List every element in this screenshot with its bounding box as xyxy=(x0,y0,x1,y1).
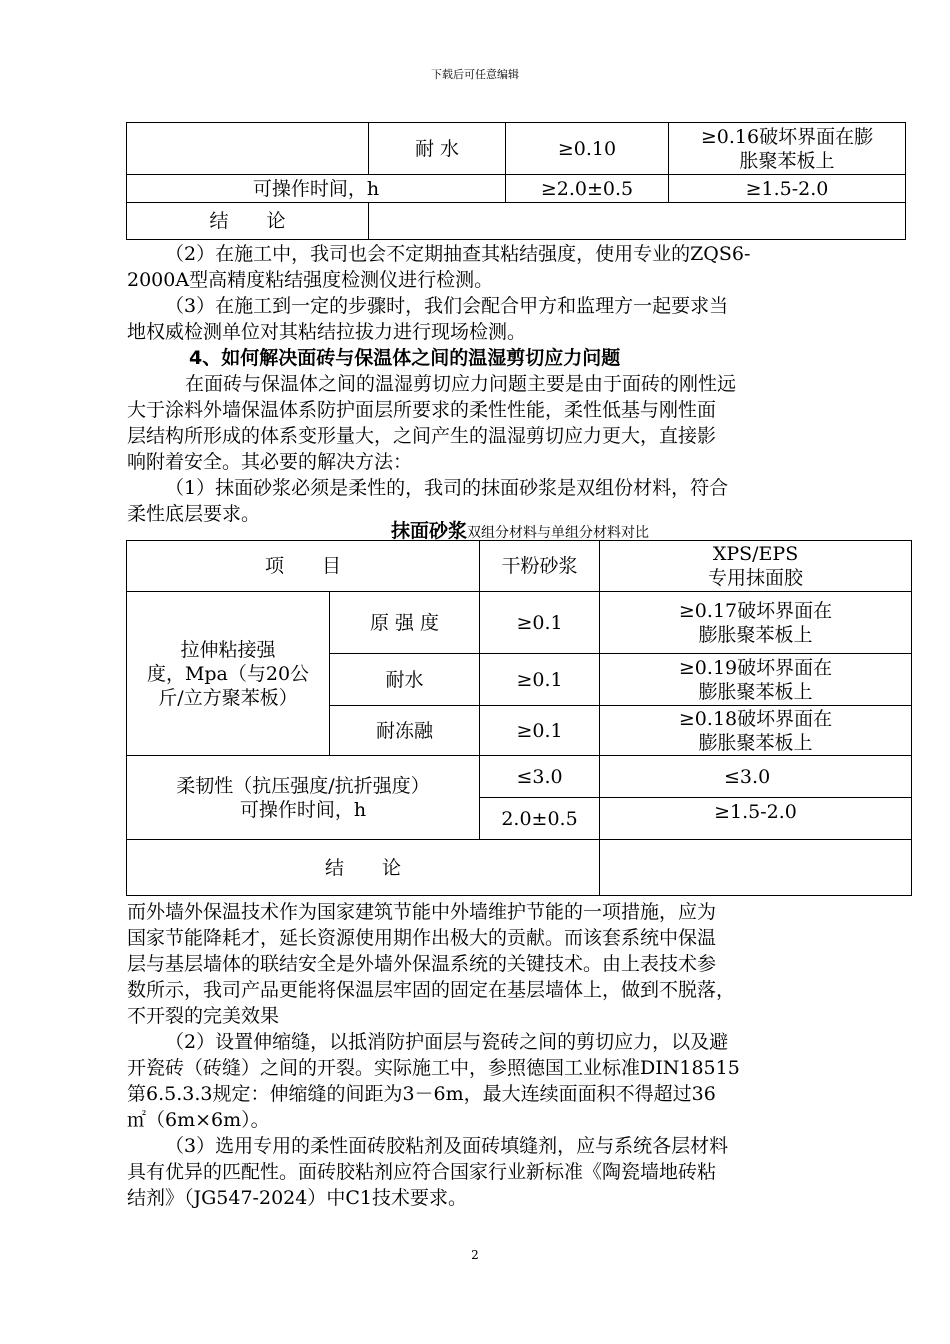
page-number: 2 xyxy=(471,1248,479,1262)
text-line: 在面砖与保温体之间的温湿剪切应力问题主要是由于面砖的刚性远 xyxy=(185,373,737,395)
table-cell: 耐 水 xyxy=(369,123,506,175)
paragraph-block-1 xyxy=(127,241,851,527)
table-row xyxy=(127,840,912,896)
table-cell: 可操作时间，h xyxy=(127,175,506,203)
table-header-row xyxy=(127,541,912,592)
table-cell: 2.0±0.5 xyxy=(480,798,600,840)
header-special-adhesive: XPS/EPS 专用抹面胶 xyxy=(600,541,912,592)
text-line: （3）选用专用的柔性面砖胶粘剂及面砖填缝剂，应与系统各层材料 xyxy=(165,1135,729,1157)
conclusion-label: 结 论 xyxy=(127,840,600,896)
text-line: （2）在施工中，我司也会不定期抽查其粘结强度，使用专业的ZQS6- xyxy=(165,243,751,265)
table-row xyxy=(127,175,906,203)
table-cell: ≥0.1 xyxy=(480,706,600,756)
table-cell: ≥0.17破坏界面在 膨胀聚苯板上 xyxy=(600,592,912,654)
flex-label: 柔韧性（抗压强度/抗折强度） 可操作时间，h xyxy=(127,756,480,840)
text-line: ㎡（6m×6m）。 xyxy=(127,1109,270,1131)
table-row xyxy=(127,592,912,654)
table-cell: ≥0.18破坏界面在 膨胀聚苯板上 xyxy=(600,706,912,756)
table-cell: ≥2.0±0.5 xyxy=(506,175,669,203)
table-cell: ≥0.19破坏界面在 膨胀聚苯板上 xyxy=(600,654,912,706)
text-line: （3）在施工到一定的步骤时，我们会配合甲方和监理方一起要求当 xyxy=(165,295,729,317)
text-line: 开瓷砖（砖缝）之间的开裂。实际施工中，参照德国工业标准DIN18515 xyxy=(127,1057,740,1079)
text-line: 响附着安全。其必要的解决方法： xyxy=(127,451,413,473)
table-cell: ≥1.5-2.0 xyxy=(600,798,912,840)
section-heading: 4、如何解决面砖与保温体之间的温湿剪切应力问题 xyxy=(189,347,621,369)
page-header-note: 下载后可任意编辑 xyxy=(431,68,519,81)
header-dry-mortar: 干粉砂浆 xyxy=(480,541,600,592)
table-caption: 抹面砂浆双组分材料与单组分材料对比 xyxy=(390,520,649,542)
text-line: 具有优异的匹配性。面砖胶粘剂应符合国家行业新标准《陶瓷墙地砖粘 xyxy=(127,1161,717,1183)
text-line: （2）设置伸缩缝，以抵消防护面层与瓷砖之间的剪切应力，以及避 xyxy=(165,1031,729,1053)
group-label: 拉伸粘接强 度，Mpa（与20公 斤/立方聚苯板） xyxy=(127,592,330,756)
text-line: 第6.5.3.3规定：伸缩缝的间距为3－6m，最大连续面面积不得超过36 xyxy=(127,1083,716,1105)
text-line: 柔性底层要求。 xyxy=(127,503,261,525)
table-cell xyxy=(127,123,369,175)
text-line: 2000A型高精度粘结强度检测仪进行检测。 xyxy=(127,269,494,291)
table-row xyxy=(127,123,906,175)
text-line: 大于涂料外墙保温体系防护面层所要求的柔性性能，柔性低基与刚性面 xyxy=(127,399,717,421)
table-cell: ≥0.1 xyxy=(480,592,600,654)
text-line: 结剂》（JG547-2024）中C1技术要求。 xyxy=(127,1187,467,1209)
conclusion-label: 结 论 xyxy=(127,203,369,240)
table-cell: ≤3.0 xyxy=(600,756,912,798)
text-line: 层与基层墙体的联结安全是外墙外保温系统的关键技术。由上表技术参 xyxy=(127,953,717,975)
conclusion-value xyxy=(369,203,906,240)
paragraph-block-2 xyxy=(127,899,851,1211)
table-cell: 原 强 度 xyxy=(330,592,480,654)
text-line: （1）抹面砂浆必须是柔性的，我司的抹面砂浆是双组份材料，符合 xyxy=(165,477,729,499)
text-line: 而外墙外保温技术作为国家建筑节能中外墙维护节能的一项措施，应为 xyxy=(127,901,717,923)
mortar-comparison-table xyxy=(126,540,912,896)
table-cell: ≥1.5-2.0 xyxy=(669,175,906,203)
table-cell: 耐水 xyxy=(330,654,480,706)
text-line: 国家节能降耗才，延长资源使用期作出极大的贡献。而该套系统中保温 xyxy=(127,927,717,949)
text-line: 地权威检测单位对其粘结拉拔力进行现场检测。 xyxy=(127,321,527,343)
table-row xyxy=(127,203,906,240)
table-cell: 耐冻融 xyxy=(330,706,480,756)
table-cell: ≥0.1 xyxy=(480,654,600,706)
conclusion-value xyxy=(600,840,912,896)
table-cell: ≥0.10 xyxy=(506,123,669,175)
table-cell: ≥0.16破坏界面在膨 胀聚苯板上 xyxy=(669,123,906,175)
text-line: 数所示，我司产品更能将保温层牢固的固定在基层墙体上，做到不脱落， xyxy=(127,979,736,1001)
table-cell: ≤3.0 xyxy=(480,756,600,798)
header-item: 项 目 xyxy=(127,541,480,592)
text-line: 不开裂的完美效果 xyxy=(127,1005,280,1027)
table-row xyxy=(127,756,912,798)
adhesive-table-continued xyxy=(126,122,906,240)
text-line: 层结构所形成的体系变形量大，之间产生的温湿剪切应力更大，直接影 xyxy=(127,425,717,447)
